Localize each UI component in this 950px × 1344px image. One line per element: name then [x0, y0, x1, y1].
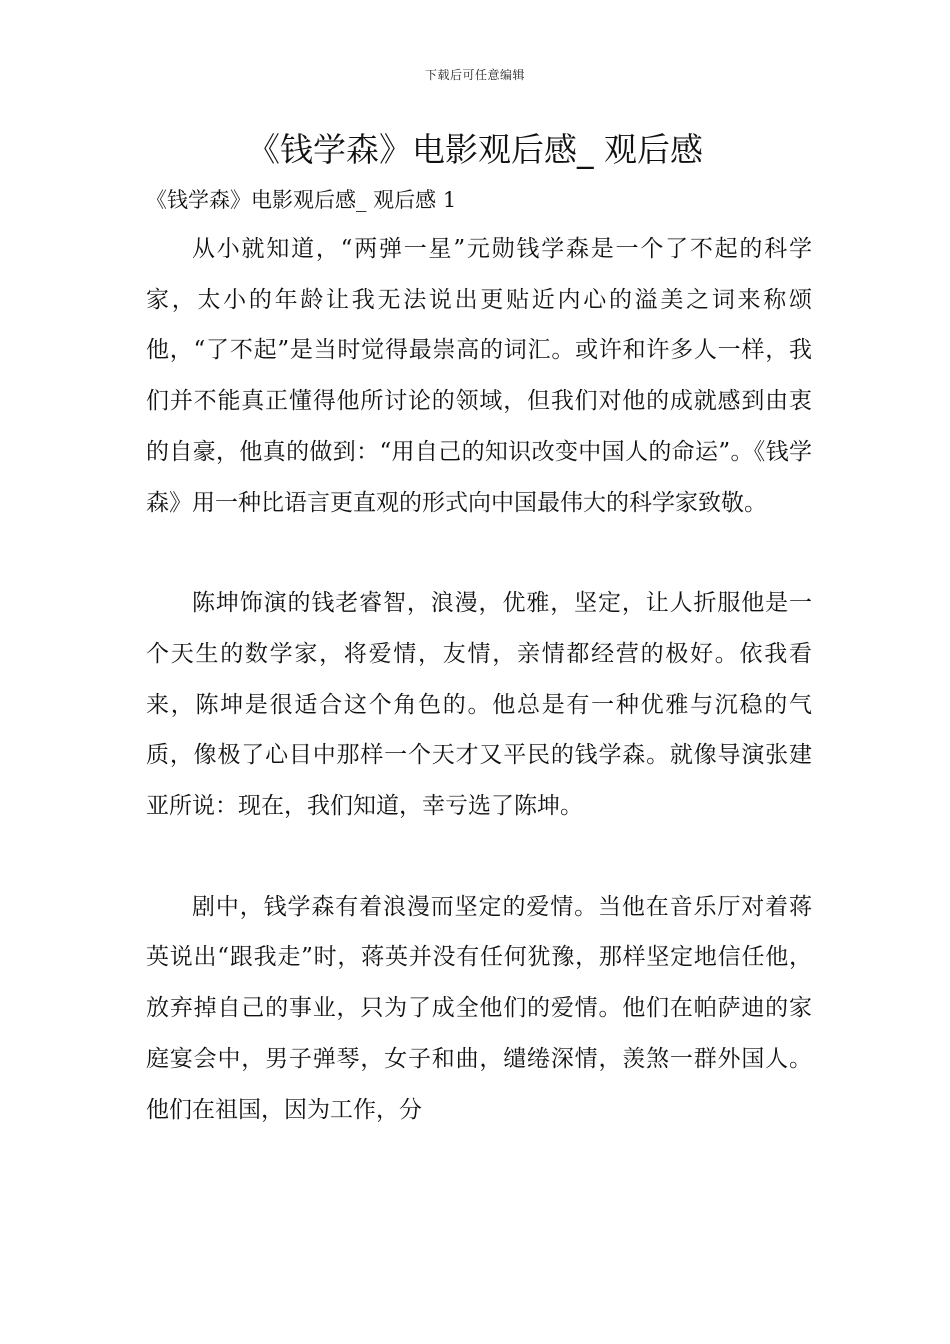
document-subtitle: 《钱学森》电影观后感_ 观后感 1: [146, 188, 457, 212]
paragraph-1: 从小就知道，“两弹一星”元勋钱学森是一个了不起的科学家，太小的年龄让我无法说出更贴近内心的溢美之词来称颂他，“了不起”是当时觉得最崇高的词汇。或许和许多人一样，我们并不能真正懂得他所讨论的领域，但我们对他的成就感到由衷的自豪，他真的做到：“用自己的知识改变中国人的命运”。《钱学森》用一种比语言更直观的形式向中国最伟大的科学家致敬。: [146, 236, 812, 516]
paragraph-3: 剧中，钱学森有着浪漫而坚定的爱情。当他在音乐厅对着蒋英说出“跟我走”时，蒋英并没有任何犹豫，那样坚定地信任他，放弃掉自己的事业，只为了成全他们的爱情。他们在帕萨迪的家庭宴会中，男子弹琴，女子和曲，缱绻深情，羡煞一群外国人。他们在祖国，因为工作，分: [146, 893, 812, 1123]
document-title: 《钱学森》电影观后感_ 观后感: [247, 130, 703, 169]
page-header-note: 下载后可任意编辑: [424, 68, 525, 82]
paragraph-2: 陈坤饰演的钱老睿智，浪漫，优雅，坚定，让人折服他是一个天生的数学家，将爱情，友情，亲情都经营的极好。依我看来，陈坤是很适合这个角色的。他总是有一种优雅与沉稳的气质，像极了心目中那样一个天才又平民的钱学森。就像导演张建亚所说：现在，我们知道，幸亏选了陈坤。: [146, 590, 812, 820]
document-body: [146, 224, 812, 1135]
